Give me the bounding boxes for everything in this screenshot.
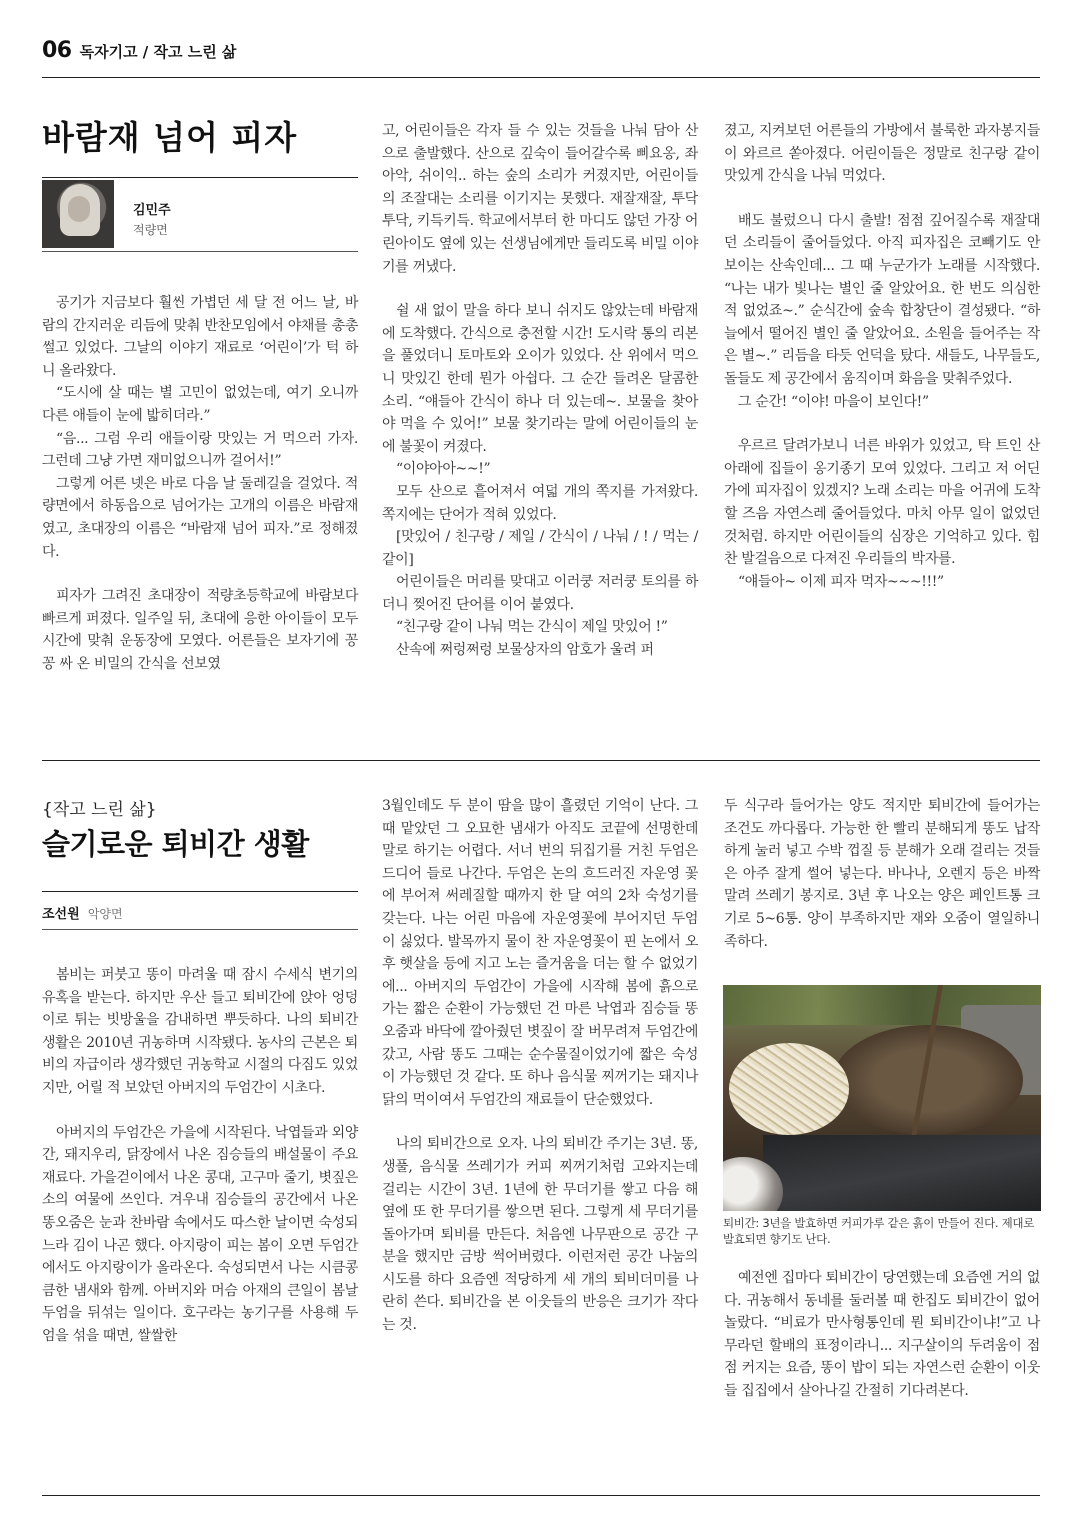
paragraph: 졌고, 지켜보던 어른들의 가방에서 불룩한 과자봉지들이 와르르 쏟아졌다. 어린이들은 정말로 친구랑 같이 맛있게 간식을 나눠 먹었다. (724, 123, 1040, 185)
paragraph: 두 식구라 들어가는 양도 적지만 퇴비간에 들어가는 조건도 까다롭다. 가능한 한 빨리 분해되게 똥도 납작하게 눌러 넣고 수박 껍질 등 분해가 오래 걸리는 것들은 아주 잘게 썰어 넣는다. 바나나, 오렌지 등은 바짝 말려 쓰레기 봉지로. 3년 후 나오는 양은 페인트통 크기로 5~6통. 양이 부족하지만 재와 오줌이 열일하니 족하다. (724, 798, 1040, 950)
paragraph: 산속에 쩌렁쩌렁 보물상자의 암호가 울려 퍼 (396, 642, 654, 659)
author-photo (42, 180, 114, 248)
footer-rule (42, 1495, 1040, 1496)
author-top-rule (42, 177, 358, 178)
article2-title: 슬기로운 퇴비간 생활 (42, 827, 309, 861)
paragraph: 모두 산으로 흩어져서 여덟 개의 쪽지를 가져왔다. 쪽지에는 단어가 적혀 있었다. (382, 483, 698, 523)
paragraph: 공기가 지금보다 훨씬 가볍던 세 달 전 어느 날, 바람의 간지러운 리듬에 맞춰 반찬모임에서 야채를 총총 썰고 있었다. 그날의 이야기 재료로 ‘어린이’가 턱 하니 올라왔다. (42, 295, 358, 379)
article2-column-2 (382, 795, 698, 1337)
paragraph: 아버지의 두엄간은 가을에 시작된다. 낙엽들과 외양간, 돼지우리, 닭장에서 나온 짐승들의 배설물이 주요 재료다. 가을걷이에서 나온 콩대, 고구마 줄기, 볏짚은 소의 여물에 쓰인다. 겨우내 짐승들의 공간에서 나온 똥오줌은 눈과 찬바람 속에서도 따스한 날이면 숙성되느라 김이 나곤 했다. 아지랑이 피는 봄이 오면 두엄간에서도 아지랑이가 올라온다. 숙성되면서 나는 시큼콩큼한 냄새와 함께. 아버지와 머슴 아재의 큰일이 봄날 두엄을 뒤섞는 일이다. 호구라는 농기구를 사용해 두엄을 섞을 때면, 쌀쌀한 (42, 1124, 358, 1344)
article2-column-1 (42, 964, 358, 1348)
author-place: 적량면 (133, 223, 168, 237)
paragraph: 배도 불렀으니 다시 출발! 점점 깊어질수록 재잘대던 소리들이 줄어들었다. 아직 피자집은 코빼기도 안 보이는 산속인데... 그 때 누군가가 노래를 시작했다. “나는 내가 빛나는 별인 줄 알았어요. 한 번도 의심한 적 없었죠~.” 순식간에 숲속 합창단이 결성됐다. “하늘에서 떨어진 별인 줄 알았어요. 소원을 들어주는 작은 별~.” 리듬을 타듯 언덕을 탔다. 새들도, 나무들도, 돌들도 제 공간에서 움직이며 화음을 맞춰주었다. (724, 212, 1040, 387)
article-divider (42, 760, 1040, 761)
article2-kicker: {작고 느린 삶} (42, 800, 157, 820)
paragraph: “얘들아~ 이제 피자 먹자~~~!!!” (738, 573, 944, 590)
paragraph: “도시에 살 때는 별 고민이 없었는데, 여기 오니까 다른 애들이 눈에 밟히더라.” (42, 385, 358, 424)
article1-title: 바람재 넘어 피자 (42, 118, 298, 157)
article1-column-3 (724, 120, 1040, 593)
paragraph: 예전엔 집마다 퇴비간이 당연했는데 요즘엔 거의 없다. 귀농해서 동네를 둘러볼 때 한집도 퇴비간이 없어 놀랐다. “비료가 만사형통인데 뭔 퇴비간이냐!”고 나무라던 할배의 표정이라니... 지구살이의 두려움이 점점 커지는 요즘, 똥이 밥이 되는 자연스런 순환이 이웃들 집집에서 살아나길 간절히 기다려본다. (724, 1270, 1040, 1399)
paragraph: 3월인데도 두 분이 땀을 많이 흘렸던 기억이 난다. 그때 맡았던 그 오묘한 냄새가 아직도 코끝에 선명한데 말로 하기는 어렵다. 서너 번의 뒤집기를 거친 두엄은 드디어 들로 나간다. 두엄은 논의 흐드러진 자운영 꽃에 부어져 써레질할 때까지 한 달 여의 2차 숙성기를 갖는다. 나는 어린 마음에 자운영꽃에 부어지던 두엄이 싫었다. 발목까지 물이 찬 자운영꽃이 핀 논에서 오후 햇살을 등에 지고 노는 즐거움을 더는 할 수 없었기에... 아버지의 두엄간이 가을에 시작해 봄에 흙으로 가는 짧은 순환이 가능했던 건 마른 낙엽과 짐승들 똥오줌과 바닥에 깔아줬던 볏짚이 잘 버무려져 두엄간에 갔고, 사람 똥도 그때는 순수물질이었기에 짧은 숙성이 가능했던 것 같다. 또 하나 음식물 찌꺼기는 돼지나 닭의 먹이여서 두엄간의 재료들이 단순했었다. (382, 798, 698, 1108)
paragraph: 어린이들은 머리를 맞대고 이러쿵 저러쿵 토의를 하더니 찢어진 단어를 이어 붙였다. (382, 574, 698, 613)
paragraph: “친구랑 같이 나눠 먹는 간식이 제일 맛있어 !” (396, 619, 668, 636)
paragraph: 그 순간! “이야! 마을이 보인다!” (738, 393, 929, 410)
article2-column-3b (724, 1267, 1040, 1403)
photo-caption: 퇴비간: 3년을 발효하면 커피가루 같은 흙이 만들어 진다. 제대로 발효되면 향기도 난다. (723, 1216, 1035, 1246)
author-place: 악양면 (87, 907, 123, 921)
paragraph: 봄비는 퍼붓고 똥이 마려울 때 잠시 수세식 변기의 유혹을 받는다. 하지만 우산 들고 퇴비간에 앉아 엉덩이로 튀는 빗방울을 감내하면 뿌듯하다. 나의 퇴비간 생활은 2010년 귀농하며 시작됐다. 농사의 근본은 퇴비의 자급이라 생각했던 귀농학교 시절의 다짐도 있었지만, 어릴 적 보았던 아버지의 두엄간이 시초다. (42, 967, 358, 1096)
page-number: 06 (42, 38, 72, 63)
paragraph: [맛있어 / 친구랑 / 제일 / 간식이 / 나눠 / ! / 먹는 / 같이] (382, 529, 698, 568)
paragraph: “음... 그럼 우리 애들이랑 맛있는 거 먹으러 가자. 그런데 그냥 가면 재미없으니까 걸어서!” (42, 430, 358, 470)
paragraph: 우르르 달려가보니 너른 바위가 있었고, 탁 트인 산 아래에 집들이 옹기종기 모여 있었다. 그리고 저 어딘가에 피자집이 있겠지? 노래 소리는 마을 어귀에 도착할 즈음 자연스레 줄어들었다. 마치 아무 일이 없었던 것처럼. 하지만 어린이들의 심장은 기억하고 있다. 힘찬 발걸음으로 다져진 우리들의 박자를. (724, 438, 1040, 568)
author-name: 조선원 (42, 907, 80, 922)
article2-column-3 (724, 795, 1040, 953)
article1-column-1 (42, 292, 358, 676)
author-bottom-rule (42, 929, 358, 930)
paragraph: 나의 퇴비간으로 오자. 나의 퇴비간 주기는 3년. 똥, 생풀, 음식물 쓰레기가 커피 찌꺼기처럼 고와지는데 걸리는 시간이 3년. 1년에 한 무더기를 쌓고 다음 해 옆에 또 한 무더기를 쌓으면 된다. 그렇게 세 무더기를 돌아가며 퇴비를 만든다. 처음엔 나무판으로 공간 구분을 했지만 금방 썩어버렸다. 이런저런 공간 나눔의 시도를 하다 요즘엔 적당하게 세 개의 퇴비더미를 나란히 쓴다. 퇴비간을 본 이웃들의 반응은 크기가 작다는 것. (382, 1136, 698, 1334)
page-header (42, 38, 236, 70)
section-title: 독자기고 / 작고 느린 삶 (79, 43, 237, 61)
author-bottom-rule (42, 251, 358, 252)
paragraph: 피자가 그려진 초대장이 적량초등학교에 바람보다 빠르게 퍼졌다. 일주일 뒤, 초대에 응한 아이들이 모두 시간에 맞춰 운동장에 모였다. 어른들은 보자기에 꽁꽁 싸 온 비밀의 간식을 선보였 (42, 588, 358, 672)
paragraph: 고, 어린이들은 각자 들 수 있는 것들을 나눠 담아 산으로 출발했다. 산으로 깊숙이 들어갈수록 삐요옹, 좌아악, 쉬이익.. 하는 숲의 소리가 커졌지만, 어린이들의 조잘대는 소리를 이기지는 못했다. 재잘재잘, 투닥투닥, 키득키득. 학교에서부터 한 마디도 않던 가장 어린아이도 옆에 있는 선생님에게만 들리도록 비밀 이야기를 꺼냈다. (382, 123, 698, 275)
compost-photo (723, 985, 1041, 1211)
article1-column-2 (382, 120, 698, 662)
paragraph: 그렇게 어른 넷은 바로 다음 날 둘레길을 걸었다. 적량면에서 하동읍으로 넘어가는 고개의 이름은 바람재였고, 초대장의 이름은 “바람재 넘어 피자.”로 정해졌다. (42, 475, 358, 560)
author-name: 김민주 (133, 203, 171, 218)
paragraph: 쉴 새 없이 말을 하다 보니 쉬지도 않았는데 바람재에 도착했다. 간식으로 충전할 시간! 도시락 통의 리본을 풀었더니 토마토와 오이가 있었다. 산 위에서 먹으니 맛있긴 한데 뭔가 아쉽다. 그 순간 들려온 달콤한 소리. “얘들아 간식이 하나 더 있는데~. 보물을 찾아야 먹을 수 있어!” 보물 찾기라는 말에 어린이들의 눈에 불꽃이 켜졌다. (382, 303, 698, 455)
article2-author (42, 903, 123, 922)
author-top-rule (42, 891, 358, 892)
paragraph: “이야아아~~!” (396, 461, 491, 478)
header-rule (42, 77, 1040, 78)
